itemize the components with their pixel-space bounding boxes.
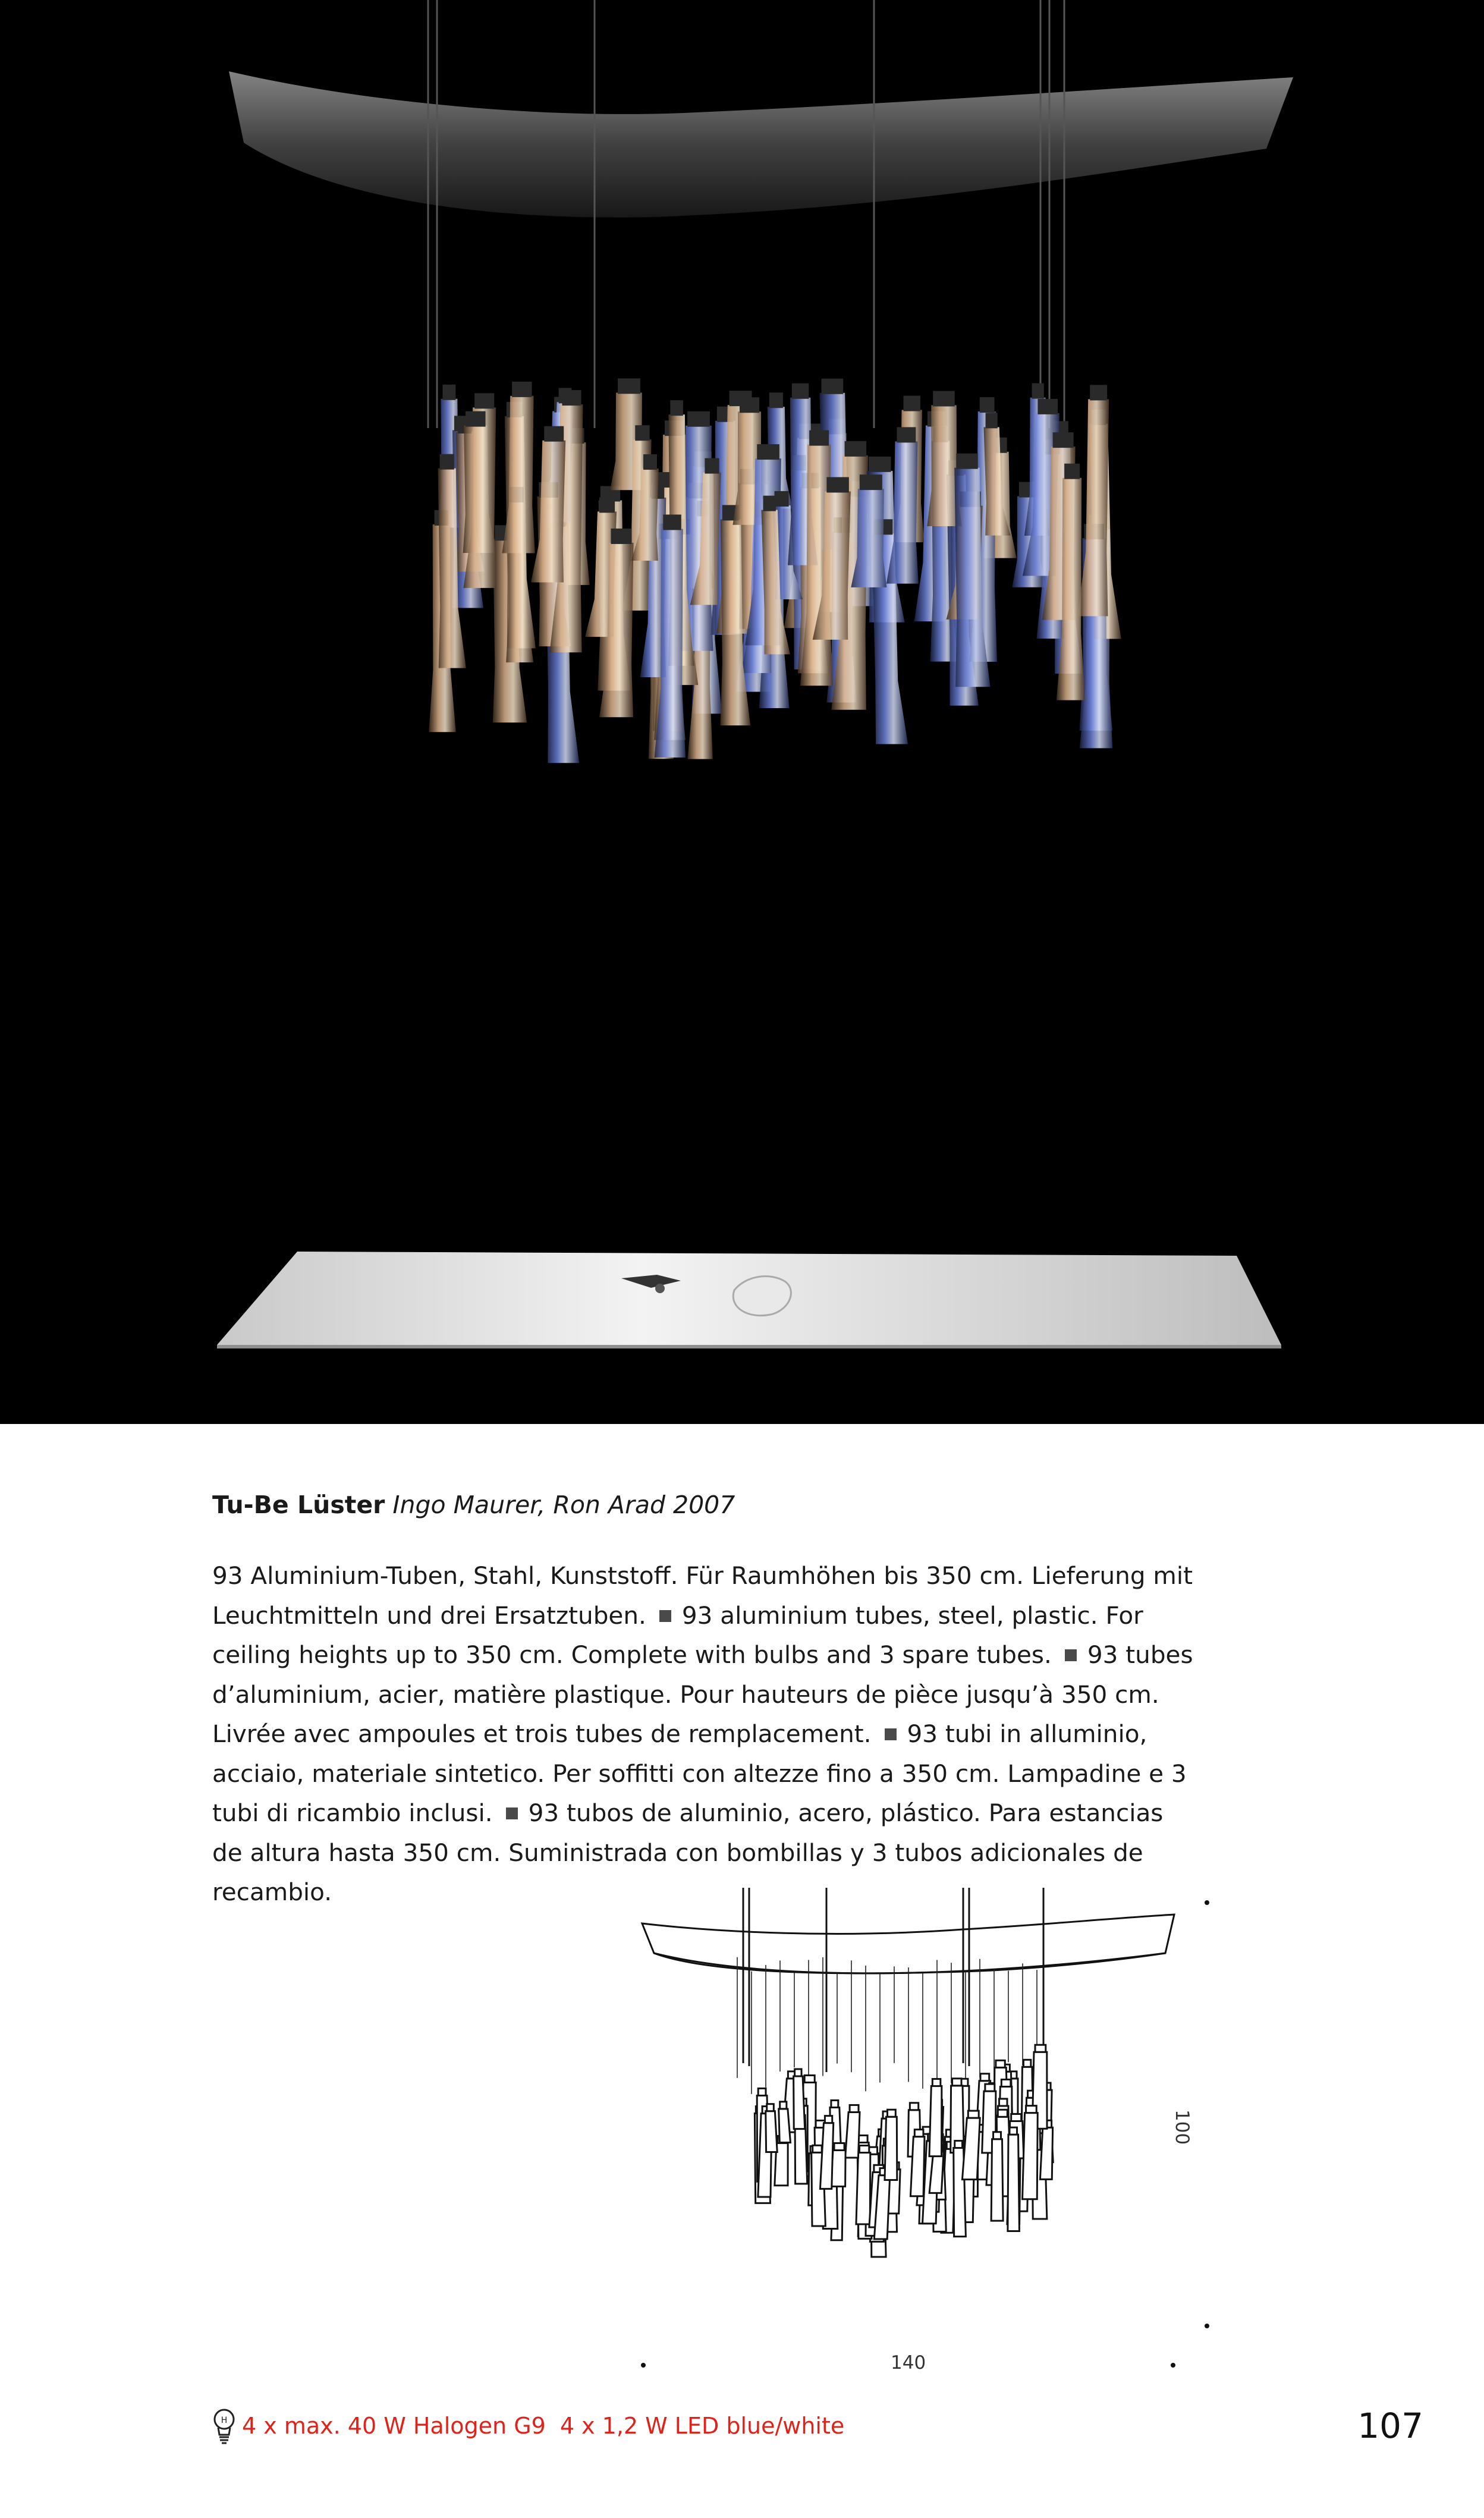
description-es: 93 tubos de aluminio, acero, plástico. Para estancias de altura hasta 350 cm. Suministrada con bombillas y 3 tubos adicionales de recambio. (212, 1799, 1164, 1906)
svg-text:H: H (221, 2416, 228, 2425)
product-name: Tu-Be Lüster (212, 1491, 385, 1519)
separator-square-icon (885, 1728, 897, 1740)
product-description (212, 1556, 1193, 1912)
product-designers: Ingo Maurer, Ron Arad 2007 (392, 1491, 735, 1519)
separator-square-icon (1065, 1649, 1077, 1661)
separator-square-icon (506, 1807, 518, 1819)
height-dimension-label: 100 (1171, 2110, 1193, 2145)
description-it: 93 tubi in alluminio, acciaio, materiale sintetico. Per soffitti con altezze fino a 350 cm. Lampadine e 3 tubi di ricambio inclusi. (212, 1719, 1187, 1827)
description-en: 93 aluminium tubes, steel, plastic. For ceiling heights up to 350 cm. Complete with bulbs and 3 spare tubes. (212, 1601, 1143, 1669)
product-title (212, 1493, 735, 1517)
technical-drawing (630, 1882, 1225, 2376)
separator-square-icon (659, 1610, 671, 1622)
description-fr: 93 tubes d’aluminium, acier, matière plastique. Pour hauteurs de pièce jusqu’à 350 cm. Livrée avec ampoules et trois tubes de remplacement. (212, 1640, 1193, 1748)
width-dimension-label: 140 (891, 2352, 926, 2374)
description-de: 93 Aluminium-Tuben, Stahl, Kunststoff. Für Raumhöhen bis 350 cm. Lieferung mit Leuchtmitteln und drei Ersatztuben. (212, 1561, 1193, 1630)
lamp-specifications (212, 2408, 844, 2444)
halogen-bulb-icon (212, 2407, 236, 2444)
page-number: 107 (1357, 2406, 1423, 2446)
led-spec: 4 x 1,2 W LED blue/white (559, 2413, 845, 2439)
halogen-spec: 4 x max. 40 W Halogen G9 (242, 2413, 546, 2439)
